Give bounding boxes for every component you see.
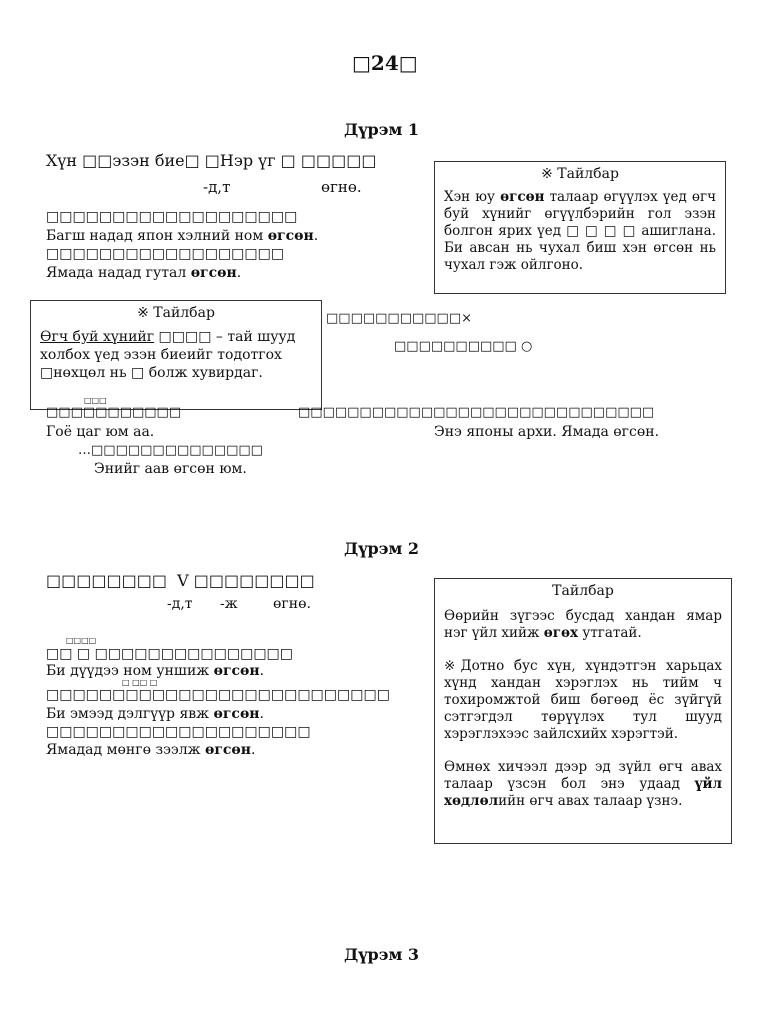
rule1-note-left-box [30, 300, 322, 410]
rule1-note-left-head: ※ Тайлбар [137, 305, 215, 321]
rule1-pattern: Хүн □□эзэн бие□ □Нэр үг □ □□□□□ [46, 151, 377, 170]
rule1-note-head: ※ Тайлбар [541, 166, 619, 182]
rule1-example2-jp: □□□□□□□□□□□□□□□□□□ [46, 246, 285, 262]
rule2-example1-jp: □□ □ □□□□□□□□□□□□□□□ [46, 646, 293, 662]
rule2-example1-mn: Би дүүдээ ном уншиж өгсөн. [46, 663, 265, 679]
rule2-note-p2: ※Дотно бус хүн, хүндэтгэн харьцах хүнд хандан хэрэглэх нь тийм ч тохиромжтой биш бөгөөд ёс зүйгүй сэтгэгдэл төрүүлэх тул шууд хэрэглэхээс зайлсхийх хэрэгтэй. [444, 658, 722, 742]
rule2-heading: Дүрэм 2 [344, 539, 420, 558]
rule2-sub2: -ж [220, 596, 238, 612]
rule2-note-p1: Өөрийн зүгээс бусдад хандан ямар нэг үйл хийж өгөх утгатай. [444, 608, 722, 641]
rule1-heading: Дүрэм 1 [344, 120, 420, 139]
rule2-example2-jp: □□□□□□□□□□□□□□□□□□□□□□□□□□ [46, 687, 390, 703]
rule1-note-text: Хэн юу өгсөн талаар өгүүлэх үед өгч буй хүнийг өгүүлбэрийн гол эзэн болгон ярих үед □ □ □ □ ашиглана. Би авсан нь чухал биш хэн өгсөн нь чухал гэж ойлгоно. [444, 189, 717, 273]
rule1-ex-right-jp: □□□□□□□□□□□□□□□□□□□□□□□□□□□□□ [298, 405, 655, 420]
rule1-note-left-text: Өгч буй хүнийг □□□□ – тай шууд холбох үед эзэн биеийг тодотгох □нөхцөл нь □ болж хувирдаг. [40, 329, 296, 381]
ruby-text-2: □□□□ [66, 636, 97, 645]
rule1-pattern-verb: өгнө. [321, 178, 362, 196]
rule2-sub1: -д,т [167, 596, 193, 612]
rule1-example1-mn: Багш надад япон хэлний ном өгсөн. [46, 228, 319, 244]
rule2-example2-mn: Би эмээд дэлгүүр явж өгсөн. [46, 706, 264, 722]
rule1-ex-left-mn: Гоё цаг юм аа. [46, 424, 155, 440]
rule1-example2-mn: Ямада надад гутал өгсөн. [46, 265, 242, 281]
ruby-text-3: □ □□ □ [122, 678, 158, 687]
rule2-pattern: □□□□□□□□ V □□□□□□□□ [46, 571, 315, 590]
rule1-ex-left-mn2: Энийг аав өгсөн юм. [94, 461, 247, 477]
wrong-example: □□□□□□□□□□□× [326, 311, 473, 326]
correct-example: □□□□□□□□□□ ○ [394, 339, 533, 354]
rule3-heading: Дүрэм 3 [344, 945, 420, 964]
ruby-text: □□□ [84, 396, 107, 405]
rule2-note-box [434, 578, 732, 844]
rule1-ex-right-mn: Энэ японы архи. Ямада өгсөн. [434, 424, 660, 440]
rule2-note-p3: Өмнөх хичээл дээр эд зүйл өгч авах талаар үзсэн бол энэ удаад үйл хөдлөлийн өгч авах талаар үзнэ. [444, 759, 722, 809]
rule1-ex-left-jp: □□□□□□□□□□□ [46, 405, 182, 420]
rule2-example3-jp: □□□□□□□□□□□□□□□□□□□□ [46, 724, 311, 740]
rule2-sub3: өгнө. [273, 596, 311, 612]
rule2-example3-mn: Ямадад мөнгө зээлж өгсөн. [46, 742, 256, 758]
rule1-note-box [434, 161, 726, 294]
rule1-ex-left-jp2: …□□□□□□□□□□□□□□ [78, 443, 263, 458]
rule2-note-head: Тайлбар [552, 583, 614, 599]
page-title: □24□ [352, 51, 418, 75]
rule1-example1-jp: □□□□□□□□□□□□□□□□□□□ [46, 209, 298, 225]
rule1-pattern-suffix: -д,т [203, 178, 231, 196]
